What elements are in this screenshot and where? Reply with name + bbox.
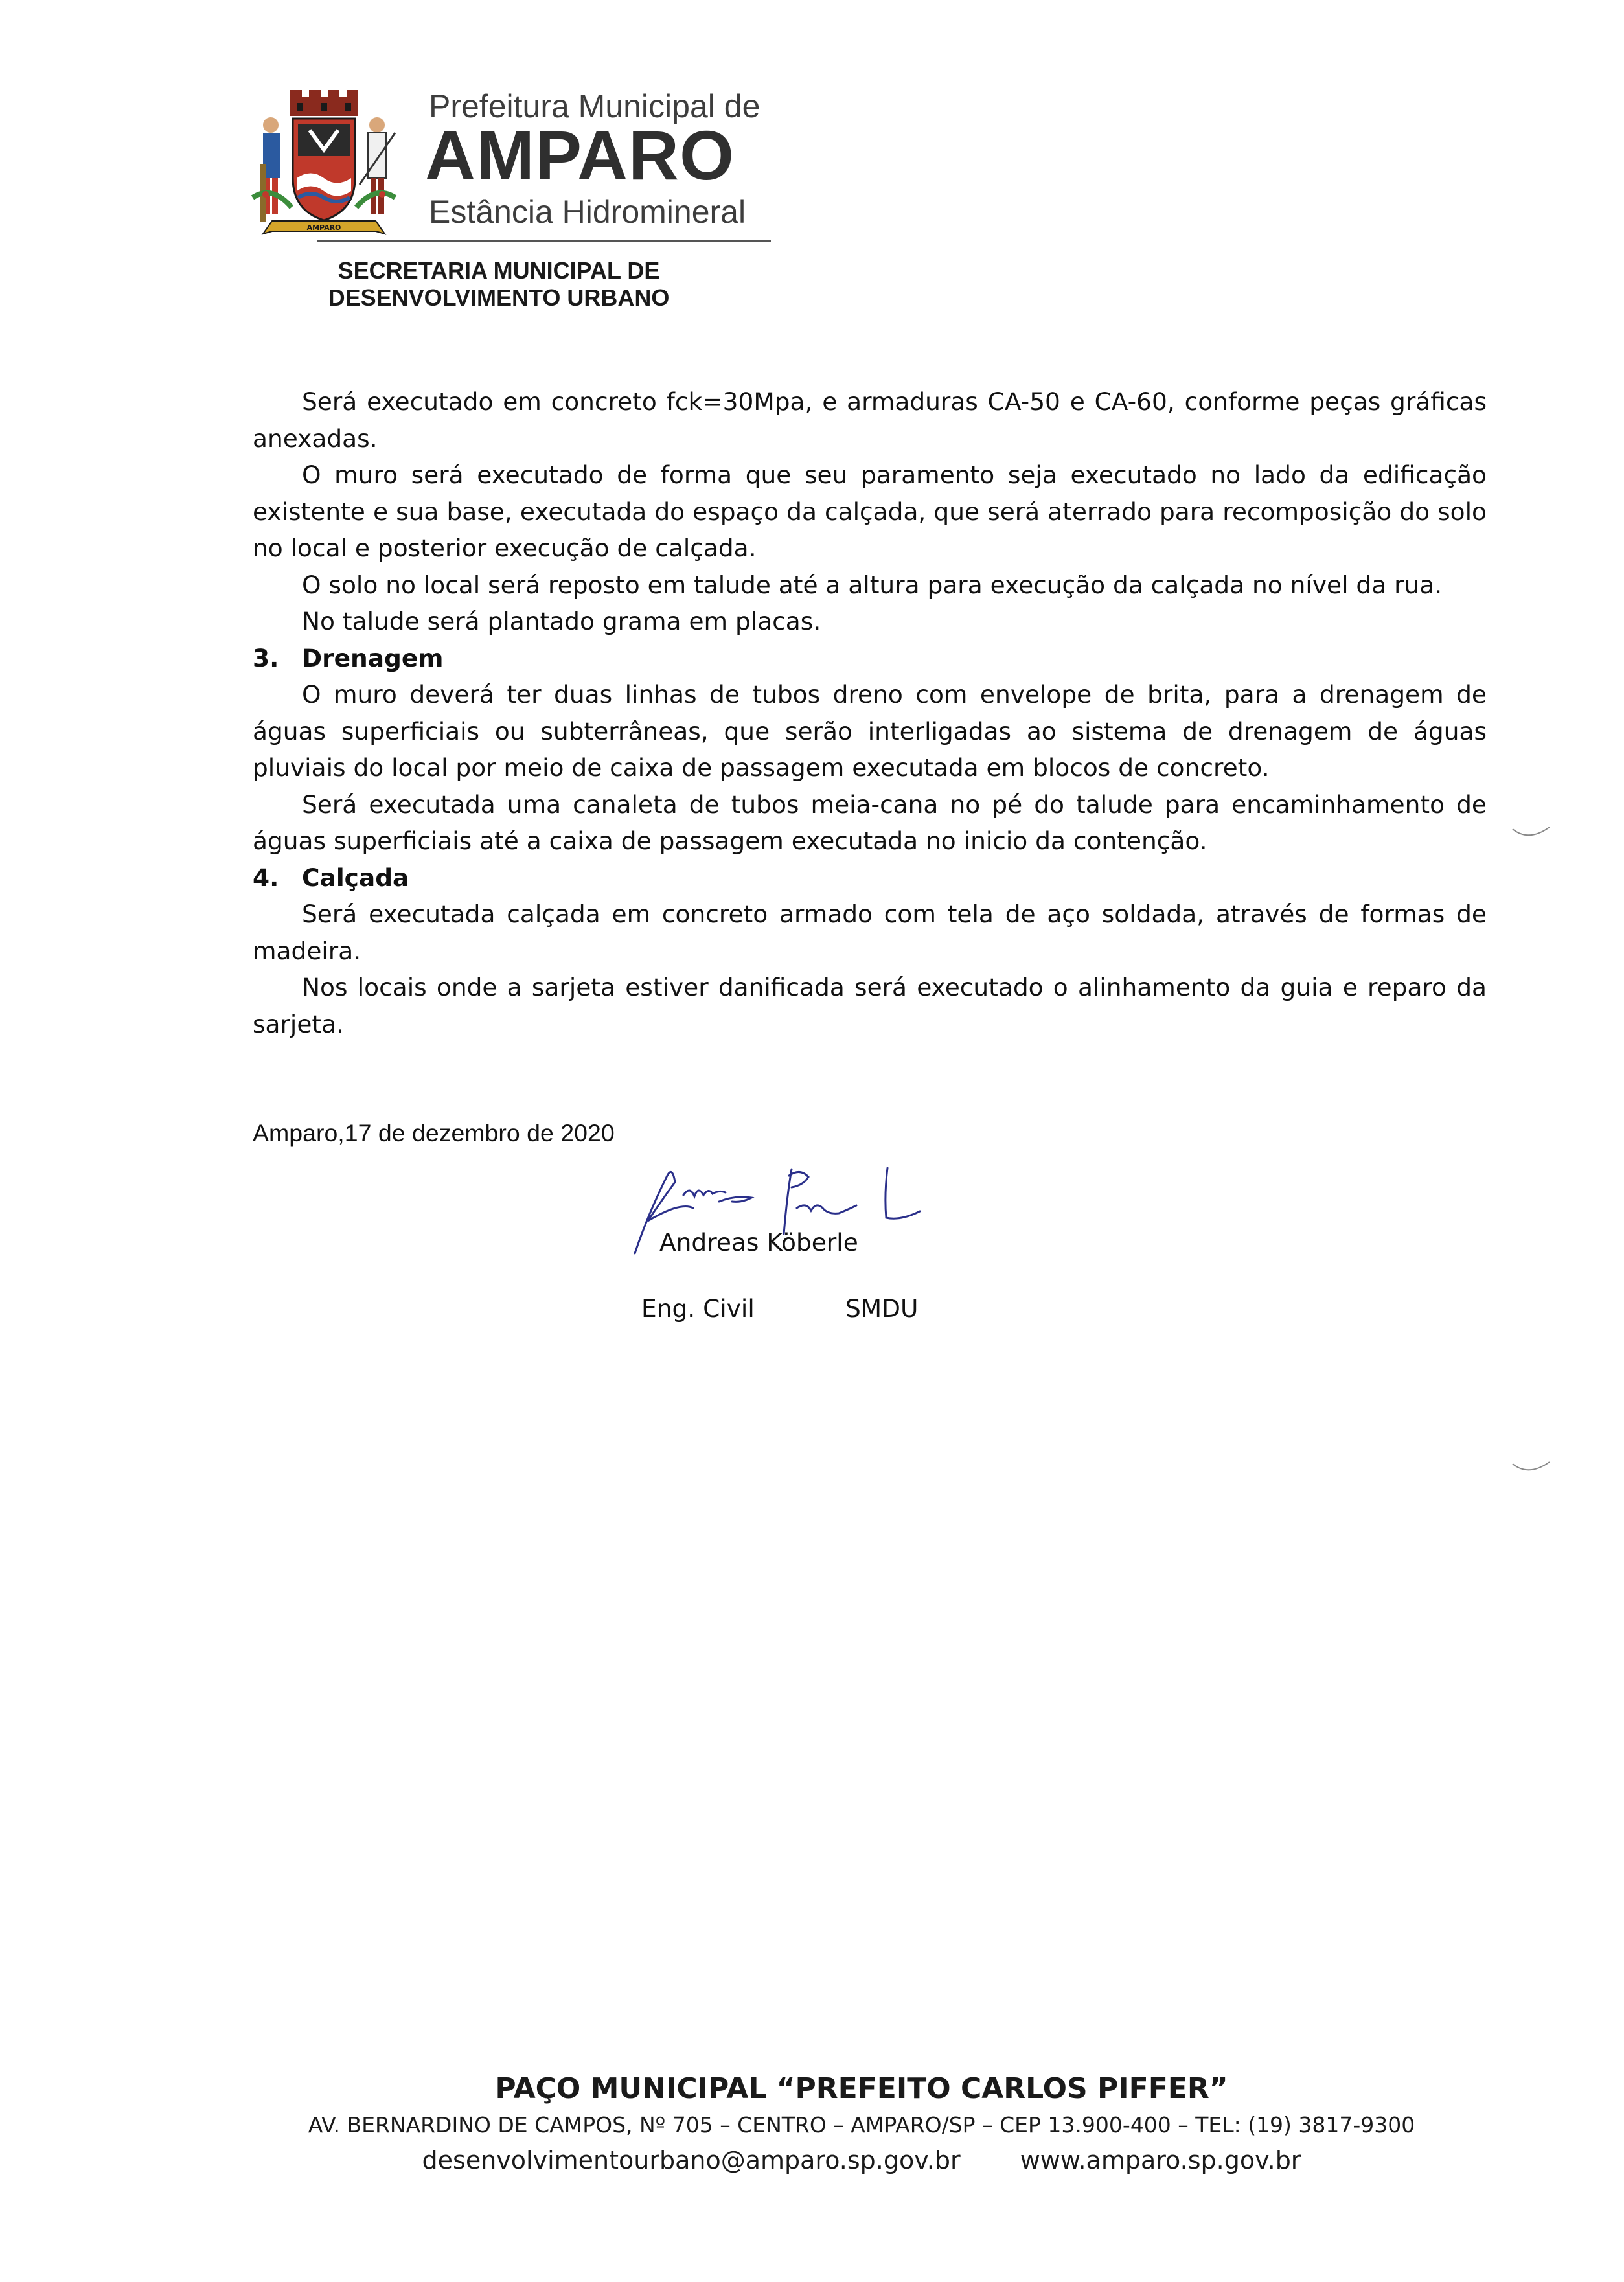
section-heading-drainage	[253, 640, 1487, 677]
city-subtitle: Estância Hidromineral	[429, 194, 746, 230]
municipal-coat-of-arms	[246, 87, 402, 249]
document-date: Amparo,17 de dezembro de 2020	[253, 1119, 615, 1147]
footer-email: desenvolvimentourbano@amparo.sp.gov.br	[422, 2146, 961, 2174]
mural-crown	[290, 90, 358, 116]
paragraph-drain-pipes: O muro deverá ter duas linhas de tubos dreno com envelope de brita, para a drenagem de águas superficiais ou subterrâneas, que serão interligadas ao sistema de drenagem de águas pluviais do local por meio de caixa de passagem executada em blocos de concreto.	[253, 680, 1487, 782]
paragraph-gutter-channel: Será executada uma canaleta de tubos meia-cana no pé do talude para encaminhamento de águas superficiais até a caixa de passagem executada no inicio da contenção.	[253, 790, 1487, 855]
section-number: 3.	[253, 643, 279, 672]
signer-role: Eng. Civil	[641, 1294, 755, 1323]
shield	[293, 119, 355, 220]
paragraph-soil: O solo no local será reposto em talude até a altura para execução da calçada no nível da rua.	[302, 570, 1443, 599]
section-title: Calçada	[302, 863, 409, 892]
signer-department: SMDU	[845, 1294, 919, 1323]
paragraph-sidewalk: Será executada calçada em concreto armado com tela de aço soldada, através de formas de madeira.	[253, 900, 1487, 965]
paragraph-wall-execution: O muro será executado de forma que seu paramento seja executado no lado da edificação existente e sua base, executada do espaço da calçada, que será aterrado para recomposição do solo no local e posterior execução de calçada.	[253, 461, 1487, 562]
letterhead-divider	[317, 240, 771, 242]
paragraph-curb-repair: Nos locais onde a sarjeta estiver danificada será executado o alinhamento da guia e reparo da sarjeta.	[253, 973, 1487, 1038]
document-body	[253, 383, 1487, 1042]
paragraph-grass: No talude será plantado grama em placas.	[302, 607, 821, 635]
section-title: Drenagem	[302, 643, 444, 672]
scan-artifact-mark	[1509, 819, 1555, 845]
motto-ribbon	[263, 221, 385, 234]
letterhead	[246, 81, 777, 327]
page-footer	[246, 2070, 1477, 2178]
footer-website: www.amparo.sp.gov.br	[1020, 2146, 1301, 2174]
section-number: 4.	[253, 863, 279, 892]
section-heading-sidewalk	[253, 860, 1487, 896]
municipality-prefix: Prefeitura Municipal de	[429, 88, 761, 124]
department-name: SECRETARIA MUNICIPAL DE DESENVOLVIMENTO URBANO	[328, 257, 670, 312]
city-name: AMPARO	[425, 116, 735, 194]
footer-address: AV. BERNARDINO DE CAMPOS, Nº 705 – CENTRO – AMPARO/SP – CEP 13.900-400 – TEL: (19) 3817-9300	[308, 2112, 1415, 2138]
footer-title: PAÇO MUNICIPAL “PREFEITO CARLOS PIFFER”	[495, 2072, 1228, 2105]
scan-artifact-mark	[1509, 1454, 1555, 1480]
crest-motto: AMPARO	[306, 223, 341, 232]
signer-name: Andreas Köberle	[659, 1228, 858, 1257]
paragraph-concrete-spec: Será executado em concreto fck=30Mpa, e armaduras CA-50 e CA-60, conforme peças gráficas anexadas.	[253, 387, 1487, 453]
left-supporter-figure	[260, 117, 280, 222]
footer-contacts	[246, 2142, 1477, 2178]
